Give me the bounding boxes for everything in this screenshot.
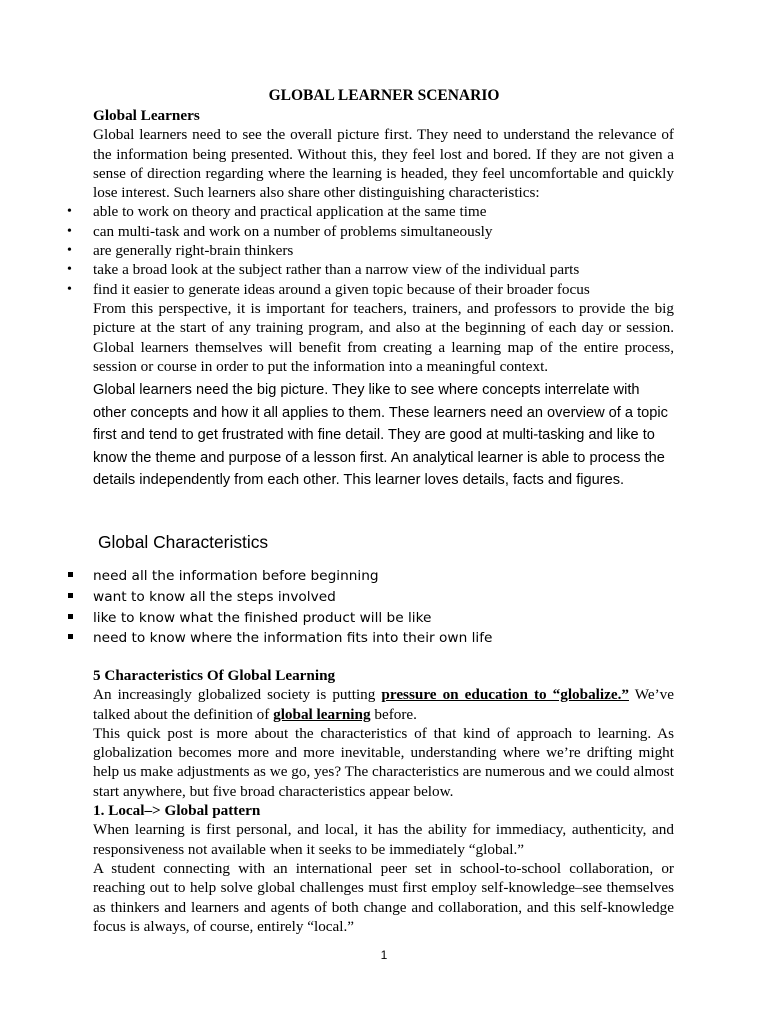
five-characteristics-heading: 5 Characteristics Of Global Learning — [93, 667, 336, 684]
page-number: 1 — [380, 948, 388, 962]
five-characteristics-section — [93, 666, 674, 936]
list-item: • find it easier to generate ideas around a given topic because of their broader focus — [67, 280, 590, 298]
list-item: • able to work on theory and practical application at the same time — [67, 203, 487, 221]
bullet-icon: • — [67, 262, 72, 278]
local-learning-paragraph: When learning is first personal, and local, it has the ability for immediacy, authenticity, and responsiveness not available when it seeks to be immediately “global.” — [93, 821, 674, 858]
square-bullet-icon — [68, 614, 73, 619]
list-item: • take a broad look at the subject rather than a narrow view of the individual parts — [67, 261, 580, 279]
quick-post-paragraph: This quick post is more about the characteristics of that kind of approach to learning. As globalization becomes more and more inevitable, understanding where we’re drifting might help us make adjustments as we go, yes? The characteristics are numerous and we could almost start anywhere, but five broad characteristics appear below. — [93, 724, 674, 800]
list-item: • are generally right-brain thinkers — [67, 242, 294, 260]
big-picture-paragraph: Global learners need the big picture. They like to see where concepts interrelate with other concepts and how it all applies to them. These learners need an overview of a topic first and tend to get frustrated with fine detail. They are good at multi-tasking and like to know the theme and purpose of a lesson first. An analytical learner is able to process the details independently from each other. This learner loves details, facts and figures. — [93, 382, 668, 489]
student-connecting-paragraph: A student connecting with an international peer set in school-to-school collaboration, or reaching out to help solve global challenges must first employ self-knowledge–see themselves as thinkers and learners and agents of both change and collaboration, and this self-knowledge focus is always, of course, entirely “local.” — [93, 859, 674, 935]
list-item: • can multi-task and work on a number of problems simultaneously — [67, 222, 493, 240]
global-learners-section — [67, 106, 674, 376]
globalize-paragraph: An increasingly globalized society is putting pressure on education to “globalize.” We’ve talked about the definition of global learning before. — [93, 686, 674, 723]
perspective-paragraph: From this perspective, it is important for teachers, trainers, and professors to provide the big picture at the start of any training program, and also at the beginning of each day or session. Global learners themselves will benefit from creating a learning map of the entire process, session or course in order to put the information into a meaningful context. — [93, 299, 674, 375]
global-characteristics-heading: Global Characteristics — [98, 532, 269, 552]
global-learners-bullets — [67, 202, 674, 298]
bullet-icon: • — [67, 243, 72, 259]
square-bullet-icon — [68, 593, 73, 598]
list-item: like to know what the finished product will be like — [93, 608, 674, 629]
bullet-icon: • — [67, 281, 72, 297]
square-bullet-icon — [68, 572, 73, 577]
local-global-subheading: 1. Local–> Global pattern — [93, 802, 261, 820]
globalize-link[interactable]: pressure on education to “globalize.” — [381, 686, 629, 704]
square-bullet-icon — [68, 634, 73, 639]
list-item: want to know all the steps involved — [93, 587, 674, 608]
list-item: need to know where the information fits into their own life — [93, 628, 674, 649]
bullet-icon: • — [67, 223, 72, 239]
global-characteristics-list — [93, 566, 674, 649]
global-learning-link[interactable]: global learning — [273, 705, 371, 723]
bullet-icon: • — [67, 204, 72, 220]
document-title: GLOBAL LEARNER SCENARIO — [268, 87, 500, 104]
global-learners-heading: Global Learners — [93, 107, 200, 124]
list-item: need all the information before beginning — [93, 566, 674, 587]
global-learners-intro: Global learners need to see the overall picture first. They need to understand the relevance of the information being presented. Without this, they feel lost and bored. If they are not given a sense of direction regarding where the learning is headed, they feel uncomfortable and quickly lose interest. Such learners also share other distinguishing characteristics: — [93, 126, 674, 202]
